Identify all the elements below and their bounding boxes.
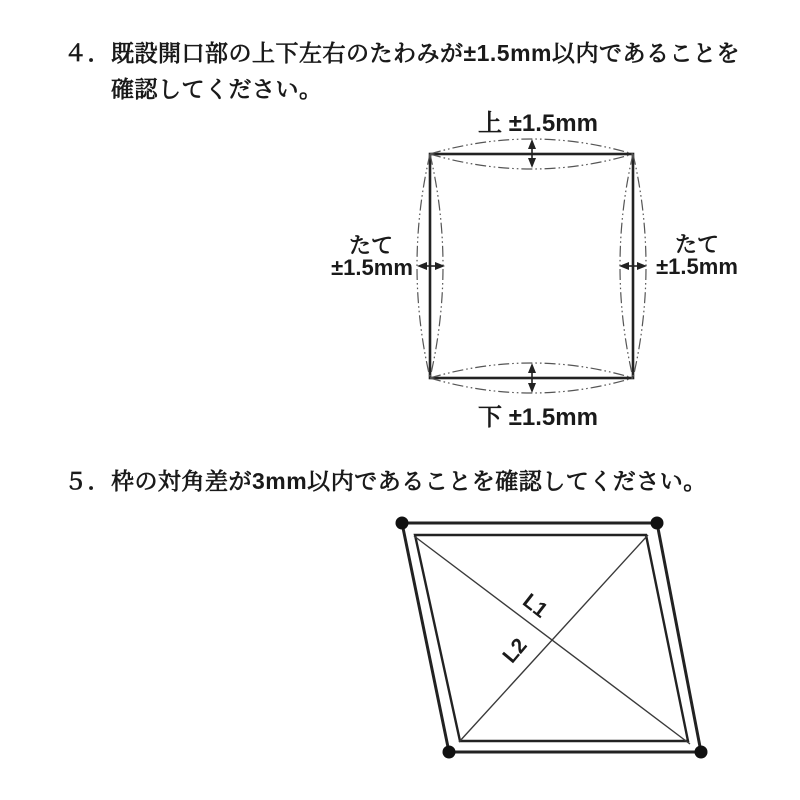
step-5-line1: 枠の対角差が3mm以内であることを確認してください。 <box>111 468 707 494</box>
frame-inner-outline <box>415 535 688 741</box>
right-tolerance-label-line1: たて <box>674 232 720 257</box>
top-tolerance-label: 上 ±1.5mm <box>478 110 598 137</box>
corner-dot-top-left <box>396 517 409 530</box>
step-5-number: ５． <box>64 468 111 494</box>
deflection-diagram <box>320 100 760 445</box>
step-5-text <box>111 464 764 500</box>
opening-square <box>430 154 633 378</box>
diagonal-l1-label: L1 <box>518 589 552 623</box>
right-tolerance-label-line2: ±1.5mm <box>656 254 738 279</box>
step-4-line2: 確認してください。 <box>111 75 323 102</box>
diagonals <box>414 535 690 744</box>
step-4-text <box>111 36 764 107</box>
step-4-line1: 既設開口部の上下左右のたわみが±1.5mm以内であることを <box>111 40 740 66</box>
bottom-tolerance-label: 下 ±1.5mm <box>478 404 598 431</box>
diagonal-diagram <box>380 500 720 790</box>
diagonal-l2-line <box>459 535 648 742</box>
deflection-curves <box>417 139 646 393</box>
corner-dot-top-right <box>651 517 664 530</box>
left-tolerance-label-line2: ±1.5mm <box>331 255 413 280</box>
corner-dot-bottom-right <box>695 746 708 759</box>
step-4-number: ４． <box>64 40 111 66</box>
step-4 <box>64 36 764 107</box>
left-tolerance-label-line1: たて <box>348 233 394 258</box>
diagonal-l2-label: L2 <box>498 634 532 668</box>
step-5 <box>64 464 764 500</box>
measurement-arrows <box>417 139 647 393</box>
corner-dot-bottom-left <box>443 746 456 759</box>
